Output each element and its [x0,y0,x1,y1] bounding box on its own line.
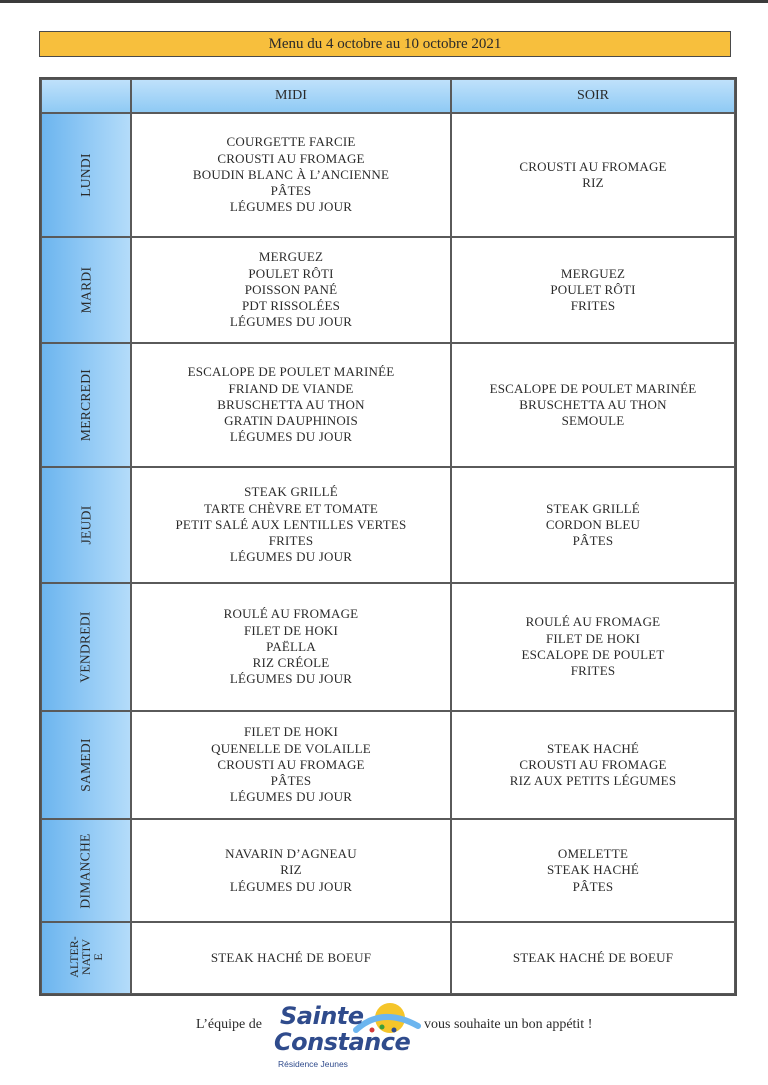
dish: LÉGUMES DU JOUR [229,671,353,687]
logo-text-line2: Constance [274,1028,411,1056]
day-cell [41,237,131,343]
midi-cell [131,113,451,237]
footer-left-text: L’équipe de [196,1017,262,1032]
soir-cell [451,922,735,994]
day-label-line: E [91,952,105,961]
dish: STEAK GRILLÉ [546,500,640,516]
day-cell [41,343,131,467]
dish: STEAK HACHÉ DE BOEUF [210,949,372,965]
footer-right-text: vous souhaite un bon appétit ! [424,1017,593,1032]
day-cell [41,467,131,583]
page-title [39,31,731,57]
soir-cell [451,237,735,343]
dish: FILET DE HOKI [243,622,339,638]
dish: BRUSCHETTA AU THON [519,396,667,412]
dish: LÉGUMES DU JOUR [229,549,353,565]
day-label: JEUDI [78,505,93,545]
dish: ESCALOPE DE POULET MARINÉE [489,380,697,396]
dish: RIZ [280,862,302,878]
dish: PAËLLA [266,638,316,654]
logo-text-line3: Résidence Jeunes [278,1059,348,1069]
day-label: LUNDI [78,153,93,197]
dish: STEAK HACHÉ [546,862,640,878]
day-cell [41,711,131,819]
header-midi: MIDI [131,79,451,113]
dish: RIZ CRÉOLE [252,655,330,671]
dish: ROULÉ AU FROMAGE [223,606,359,622]
day-row-dimanche [41,819,735,922]
day-label [68,936,104,978]
day-cell [41,113,131,237]
dish: POULET RÔTI [248,265,334,281]
dish: MERGUEZ [258,249,324,265]
midi-cell [131,237,451,343]
day-row-mercredi [41,343,735,467]
dish: RIZ [582,175,604,190]
dish: LÉGUMES DU JOUR [229,878,353,894]
day-label: SAMEDI [78,738,93,792]
header-corner [41,79,131,113]
midi-cell [131,343,451,467]
dish: FRIAND DE VIANDE [228,380,354,396]
dish: FRITES [570,663,616,679]
dish: GRATIN DAUPHINOIS [224,413,358,429]
dish: OMELETTE [557,846,629,862]
dish: CROUSTI AU FROMAGE [217,756,365,772]
soir-cell [451,467,735,583]
dish: FRITES [268,533,314,549]
day-row-samedi [41,711,735,819]
day-label: DIMANCHE [78,832,93,909]
header-soir: SOIR [451,79,735,113]
dish: ESCALOPE DE POULET MARINÉE [187,364,395,380]
dish: STEAK HACHÉ [546,740,640,756]
dish: LÉGUMES DU JOUR [229,429,353,445]
soir-cell [451,711,735,819]
dish: FILET DE HOKI [545,630,641,646]
menu-table [39,77,737,996]
dish: PETIT SALÉ AUX LENTILLES VERTES [175,516,407,532]
dish: PDT RISSOLÉES [241,298,341,314]
dish: ESCALOPE DE POULET [521,647,665,662]
midi-cell [131,819,451,922]
footer [0,1000,768,1080]
dish: LÉGUMES DU JOUR [229,314,353,330]
dish: CORDON BLEU [545,516,641,532]
dish: CROUSTI AU FROMAGE [519,756,667,772]
day-row-vendredi [41,583,735,711]
dish: CROUSTI AU FROMAGE [519,158,667,174]
dish: LÉGUMES DU JOUR [229,789,353,805]
soir-cell [451,113,735,237]
scan-edge [0,0,768,3]
day-label: MERCREDI [78,368,93,442]
day-row-alternative [41,922,735,994]
sainte-constance-logo [272,1000,420,1076]
dish: PÂTES [270,773,312,789]
midi-cell [131,583,451,711]
dish: PÂTES [572,533,614,549]
dish: QUENELLE DE VOLAILLE [211,740,371,756]
soir-cell [451,819,735,922]
dish: NAVARIN D’AGNEAU [225,846,357,862]
midi-cell [131,922,451,994]
day-label: MARDI [77,266,93,314]
day-label-line: NATIV [79,938,93,975]
day-cell [41,819,131,922]
page-title-text: Menu du 4 octobre au 10 octobre 2021 [268,35,502,52]
dish: PÂTES [270,183,312,199]
logo-text-line1: Sainte [280,1002,364,1030]
dish: LÉGUMES DU JOUR [229,199,353,215]
day-row-jeudi [41,467,735,583]
day-row-mardi [41,237,735,343]
day-row-lundi [41,113,735,237]
header-row [41,79,735,113]
dish: STEAK GRILLÉ [244,484,338,500]
dish: ROULÉ AU FROMAGE [525,614,661,630]
dish: CROUSTI AU FROMAGE [217,150,365,166]
dish: STEAK HACHÉ DE BOEUF [512,949,674,965]
dish: POISSON PANÉ [244,281,338,297]
dish: BRUSCHETTA AU THON [217,396,365,412]
day-label: VENDREDI [77,611,93,683]
day-label-line: ALTER- [67,935,81,978]
day-cell [41,922,131,994]
dish: RIZ AUX PETITS LÉGUMES [509,773,677,789]
dish: PÂTES [572,878,614,894]
dish: MERGUEZ [560,265,626,281]
dish: TARTE CHÈVRE ET TOMATE [203,500,379,516]
soir-cell [451,583,735,711]
midi-cell [131,711,451,819]
soir-cell [451,343,735,467]
dish: SEMOULE [561,413,625,429]
dish: BOUDIN BLANC À L’ANCIENNE [192,166,390,182]
dish: FILET DE HOKI [243,724,339,740]
dish: FRITES [570,298,616,314]
dish: COURGETTE FARCIE [226,134,356,150]
dish: POULET RÔTI [550,281,636,297]
day-cell [41,583,131,711]
midi-cell [131,467,451,583]
